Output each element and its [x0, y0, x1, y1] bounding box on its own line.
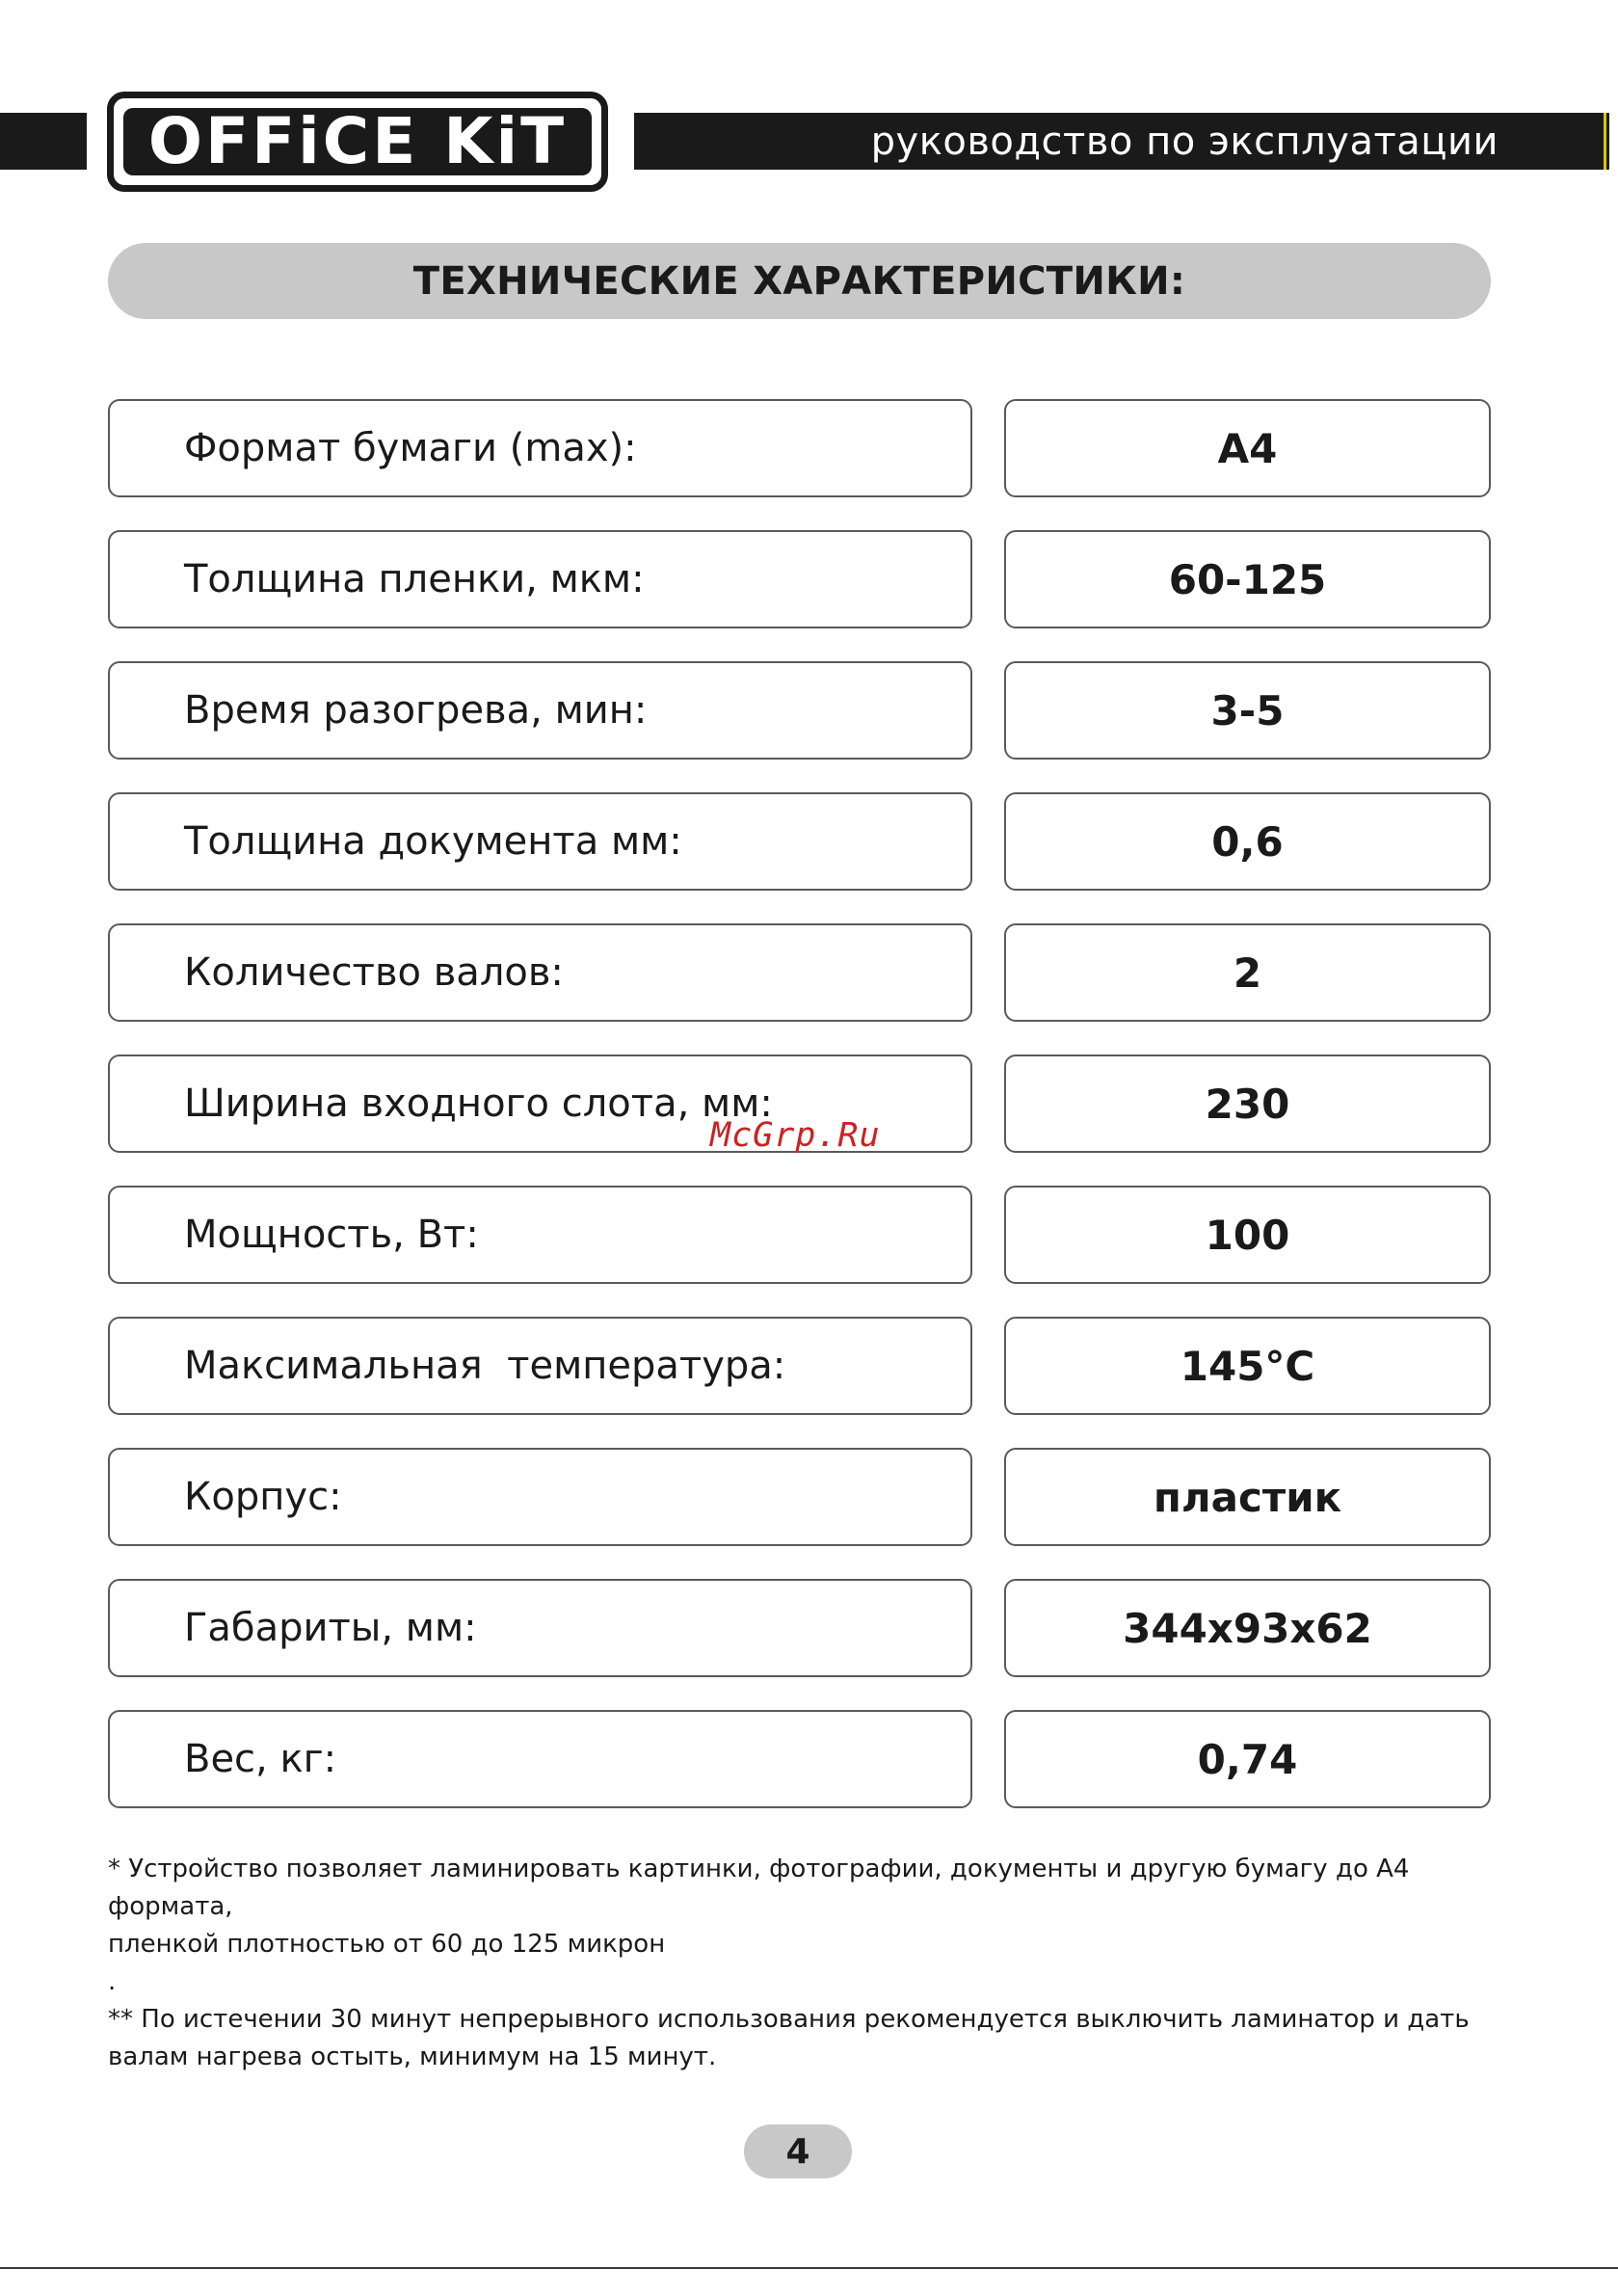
footnote-1-line-2: пленкой плотностью от 60 до 125 микрон — [108, 1930, 666, 1959]
spec-row — [0, 1579, 1618, 1677]
spec-value-box — [1004, 399, 1491, 497]
spec-value: 0,6 — [1211, 817, 1284, 866]
footnote-2-line-1: ** По истечении 30 минут непрерывного использования рекомендуется выключить ламинатор и дать — [108, 2005, 1470, 2034]
spec-label: Формат бумаги (max): — [184, 426, 637, 470]
footnotes — [108, 1851, 1505, 2076]
spec-row — [0, 530, 1618, 628]
spec-value-box — [1004, 923, 1491, 1022]
spec-label-box — [108, 1186, 972, 1284]
spec-value: 230 — [1205, 1080, 1290, 1128]
spec-label: Количество валов: — [184, 950, 564, 995]
manual-title: руководство по эксплуатации — [870, 119, 1499, 164]
spec-label-box — [108, 1317, 972, 1415]
spec-value-box — [1004, 1055, 1491, 1153]
spec-label: Толщина документа мм: — [184, 819, 682, 864]
page-number-badge — [744, 2124, 852, 2178]
spec-value: 145°C — [1180, 1342, 1315, 1390]
spec-label: Мощность, Вт: — [184, 1213, 479, 1257]
spec-value: 2 — [1233, 948, 1262, 997]
spec-label: Время разогрева, мин: — [184, 688, 648, 733]
spec-label: Вес, кг: — [184, 1737, 337, 1781]
spec-row — [0, 399, 1618, 497]
spec-row — [0, 792, 1618, 891]
spec-label: Толщина пленки, мкм: — [184, 557, 645, 601]
spec-label: Корпус: — [184, 1475, 342, 1519]
spec-row — [0, 661, 1618, 760]
spec-value: A4 — [1217, 424, 1278, 472]
spec-value: пластик — [1153, 1473, 1342, 1521]
spec-row — [0, 1186, 1618, 1284]
spec-label: Ширина входного слота, мм: — [184, 1081, 773, 1126]
spec-value-box — [1004, 1710, 1491, 1808]
spec-value: 60-125 — [1168, 555, 1327, 603]
spec-label-box — [108, 1448, 972, 1546]
footnote-1-line-1: * Устройство позволяет ламинировать картинки, фотографии, документы и другую бумагу до А4 формата, — [108, 1855, 1410, 1921]
spec-row — [0, 1710, 1618, 1808]
spec-value: 3-5 — [1210, 686, 1285, 734]
spec-value-box — [1004, 1317, 1491, 1415]
spec-value-box — [1004, 792, 1491, 891]
spec-label-box — [108, 1579, 972, 1677]
spec-value-box — [1004, 661, 1491, 760]
watermark-text: McGrp.Ru — [710, 1116, 881, 1155]
spec-row — [0, 1448, 1618, 1546]
logo-text: OFFiCE KiT — [147, 104, 568, 178]
section-title: ТЕХНИЧЕСКИЕ ХАРАКТЕРИСТИКИ: — [412, 258, 1186, 304]
spec-row — [0, 923, 1618, 1022]
spec-row — [0, 1317, 1618, 1415]
logo-inner — [123, 104, 592, 178]
spec-label-box — [108, 792, 972, 891]
office-kit-logo — [107, 92, 608, 192]
spec-label-box — [108, 1710, 972, 1808]
footnote-separator: . — [108, 1967, 117, 1996]
header-bar — [634, 113, 1609, 170]
bottom-rule — [0, 2267, 1618, 2269]
spec-value: 0,74 — [1197, 1735, 1298, 1783]
spec-label-box — [108, 661, 972, 760]
header-bar-left — [0, 113, 87, 170]
spec-label-box — [108, 399, 972, 497]
spec-label-box — [108, 923, 972, 1022]
spec-label: Габариты, мм: — [184, 1606, 477, 1650]
spec-value-box — [1004, 1186, 1491, 1284]
spec-value-box — [1004, 1448, 1491, 1546]
spec-value-box — [1004, 530, 1491, 628]
section-title-banner — [108, 243, 1491, 319]
header-edge-accent — [1604, 113, 1606, 170]
spec-value-box — [1004, 1579, 1491, 1677]
spec-label-box — [108, 530, 972, 628]
spec-value: 344x93x62 — [1123, 1604, 1372, 1652]
page-number: 4 — [785, 2131, 810, 2172]
spec-label: Максимальная температура: — [184, 1344, 786, 1388]
footnote-2-line-2: валам нагрева остыть, минимум на 15 минут. — [108, 2042, 717, 2071]
spec-value: 100 — [1205, 1211, 1290, 1259]
